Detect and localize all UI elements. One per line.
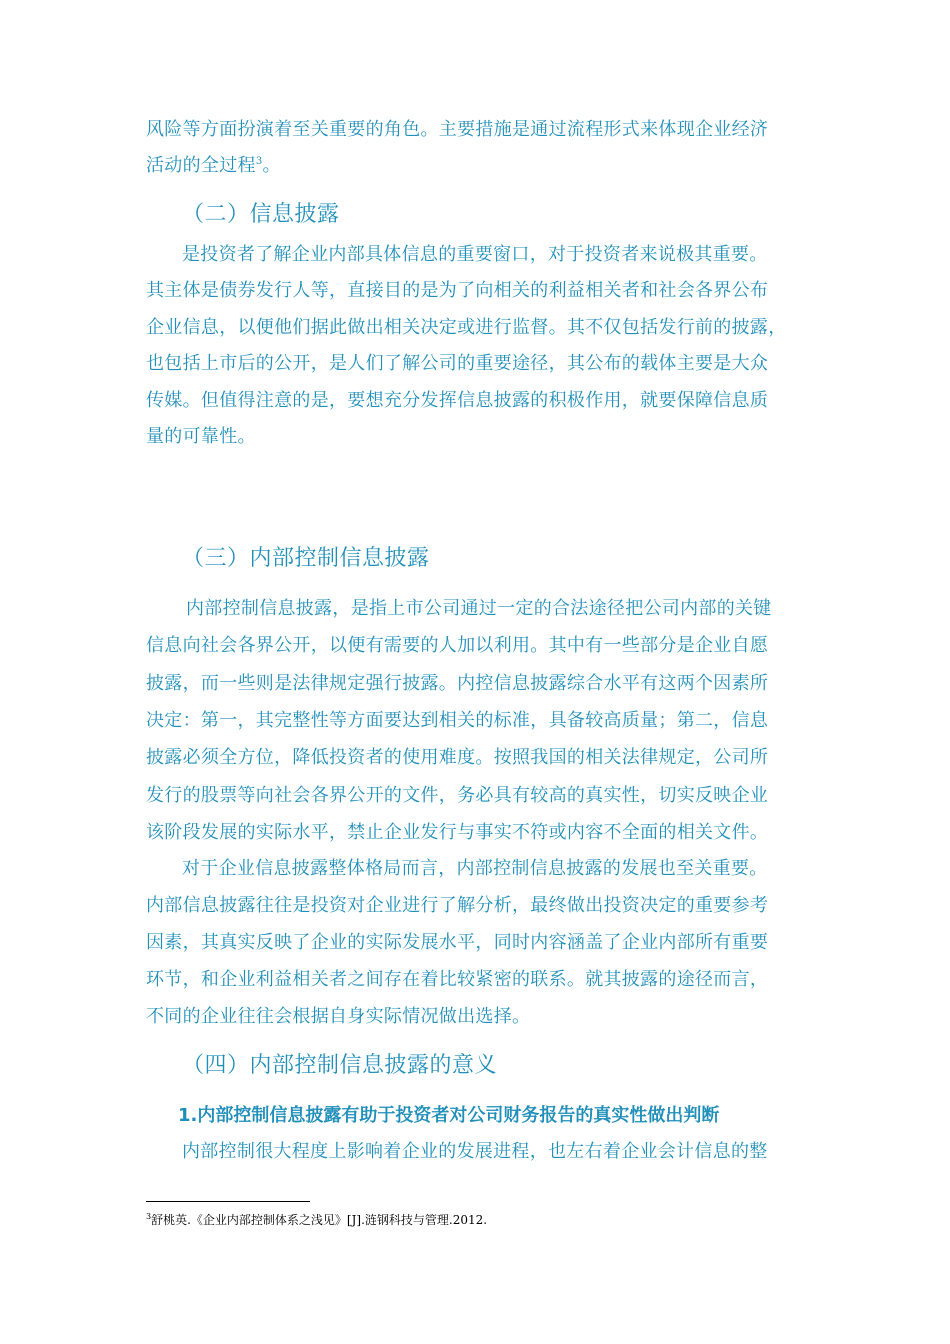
- body-text-line: 不同的企业往往会根据自身实际情况做出选择。: [146, 1006, 531, 1027]
- body-text: 活动的全过程: [146, 155, 256, 176]
- body-text-line: 因素，其真实反映了企业的实际发展水平，同时内容涵盖了企业内部所有重要: [146, 932, 769, 953]
- body-text-line: 传媒。但值得注意的是，要想充分发挥信息披露的积极作用，就要保障信息质: [146, 390, 769, 411]
- footnote-mark: 3: [146, 1212, 152, 1221]
- body-text-line: 披露，而一些则是法律规定强行披露。内控信息披露综合水平有这两个因素所: [146, 673, 769, 694]
- subsection-heading: 1.内部控制信息披露有助于投资者对公司财务报告的真实性做出判断: [178, 1105, 720, 1126]
- body-text-line: 内部控制信息披露，是指上市公司通过一定的合法途径把公司内部的关键: [186, 598, 772, 619]
- body-text-line: 内部控制很大程度上影响着企业的发展进程，也左右着企业会计信息的整: [182, 1141, 768, 1162]
- body-text-line: 环节，和企业利益相关者之间存在着比较紧密的联系。就其披露的途径而言，: [146, 969, 769, 990]
- body-text-line: 决定：第一，其完整性等方面要达到相关的标准，具备较高质量；第二，信息: [146, 710, 769, 731]
- body-text-line: 其主体是债券发行人等，直接目的是为了向相关的利益相关者和社会各界公布: [146, 280, 769, 301]
- punctuation: 。: [262, 155, 281, 176]
- footnote-reference[interactable]: 3: [255, 156, 263, 167]
- section-heading: （三）内部控制信息披露: [182, 546, 430, 571]
- body-text-line: 信息向社会各界公开，以便有需要的人加以利用。其中有一些部分是企业自愿: [146, 635, 769, 656]
- section-heading: （四）内部控制信息披露的意义: [182, 1053, 498, 1078]
- section-heading: （二）信息披露: [182, 202, 340, 227]
- body-text-line: 企业信息，以便他们据此做出相关决定或进行监督。其不仅包括发行前的披露，: [146, 317, 787, 338]
- footnote-separator: [146, 1201, 310, 1202]
- footnote-text: 舒桃英.《企业内部控制体系之浅见》[J].涟钢科技与管理.2012.: [151, 1213, 488, 1227]
- body-text-line: 对于企业信息披露整体格局而言，内部控制信息披露的发展也至关重要。: [182, 858, 768, 879]
- body-text-line: 量的可靠性。: [146, 426, 256, 447]
- body-text-line: 发行的股票等向社会各界公开的文件，务必具有较高的真实性，切实反映企业: [146, 785, 769, 806]
- body-text-line: 该阶段发展的实际水平，禁止企业发行与事实不符或内容不全面的相关文件。: [146, 822, 769, 843]
- body-text-line: 披露必须全方位，降低投资者的使用难度。按照我国的相关法律规定，公司所: [146, 747, 769, 768]
- body-text-line: 也包括上市后的公开，是人们了解公司的重要途径，其公布的载体主要是大众: [146, 353, 769, 374]
- body-text-line: 是投资者了解企业内部具体信息的重要窗口，对于投资者来说极其重要。: [182, 244, 768, 265]
- body-text-line: 风险等方面扮演着至关重要的角色。主要措施是通过流程形式来体现企业经济: [146, 119, 769, 140]
- body-text-line: [146, 154, 806, 178]
- body-text-line: 内部信息披露往往是投资对企业进行了解分析，最终做出投资决定的重要参考: [146, 895, 769, 916]
- footnote: [146, 1212, 487, 1228]
